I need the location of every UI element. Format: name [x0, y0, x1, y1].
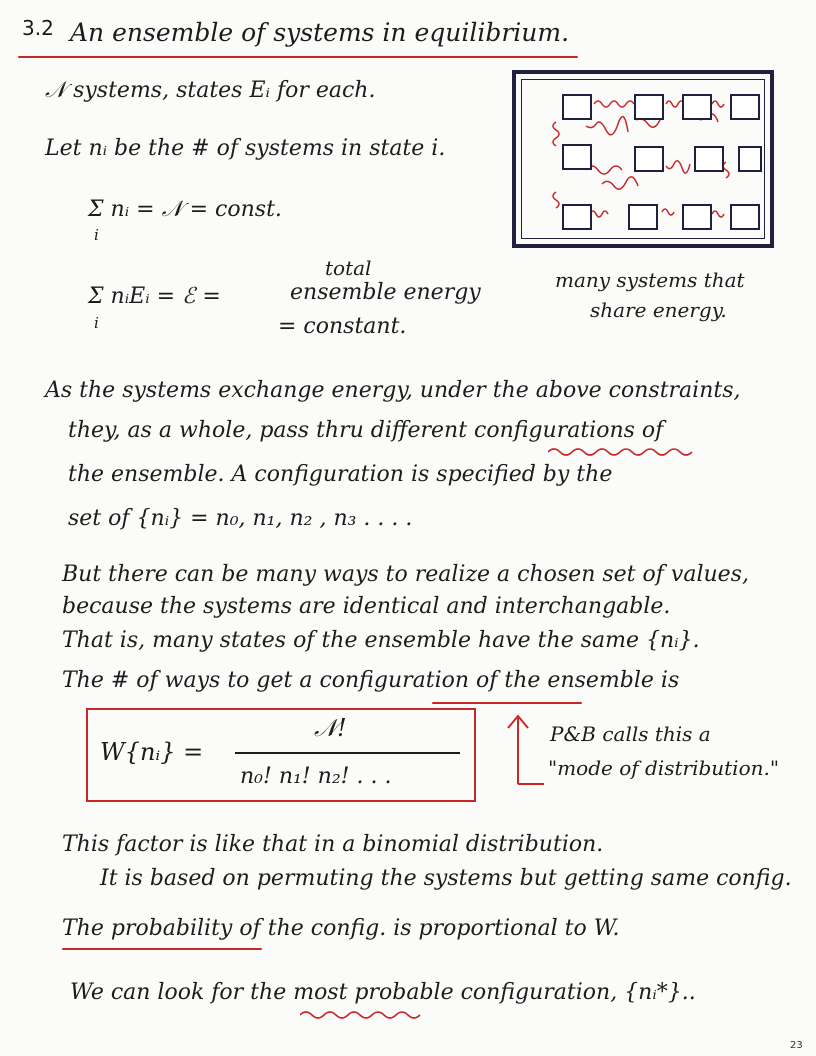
system-box [694, 146, 724, 172]
system-box [562, 94, 592, 120]
equation-constant: = constant. [278, 314, 407, 339]
section-title: An ensemble of systems in equilibrium. [70, 18, 570, 47]
system-box [738, 146, 762, 172]
system-box [628, 204, 658, 230]
probability-underline [62, 948, 262, 950]
formula-lhs: W{nᵢ} = [100, 738, 204, 766]
system-box [562, 204, 592, 230]
intro-line-2: Let nᵢ be the # of systems in state i. [45, 136, 446, 161]
paragraph-1-line-1: As the systems exchange energy, under the above constraints, [45, 378, 741, 403]
paragraph-3-line-1: This factor is like that in a binomial distribution. [62, 832, 604, 857]
paragraph-2-line-1: But there can be many ways to realize a chosen set of values, [62, 562, 749, 587]
formula-denominator: n₀! n₁! n₂! . . . [240, 764, 392, 789]
configurations-underline [548, 447, 698, 457]
equation-sum-energy-index: i [94, 314, 99, 332]
formula-fraction-bar [235, 752, 460, 754]
system-box [562, 144, 592, 170]
paragraph-3-line-2: It is based on permuting the systems but getting same config. [100, 866, 792, 891]
equation-sum-n-index: i [94, 226, 99, 244]
formula-numerator: 𝒩! [314, 714, 347, 742]
system-box [634, 94, 664, 120]
page-number: 23 [790, 1040, 803, 1051]
paragraph-1-line-4: set of {nᵢ} = n₀, n₁, n₂ , n₃ . . . . [68, 506, 413, 531]
figure-caption-line-2: share energy. [590, 298, 727, 322]
configuration-underline [432, 702, 582, 704]
equation-sum-n: Σ nᵢ = 𝒩 = const. [88, 197, 282, 222]
equation-sum-energy: Σ nᵢEᵢ = ℰ = [88, 284, 221, 309]
system-box [682, 94, 712, 120]
paragraph-2-line-4: The # of ways to get a configuration of the ensemble is [62, 668, 680, 693]
section-number: 3.2 [22, 16, 54, 40]
ensemble-figure [512, 70, 774, 248]
equation-total-label: total [325, 256, 372, 280]
title-underline [18, 56, 578, 58]
intro-line-1: 𝒩 systems, states Eᵢ for each. [45, 78, 376, 103]
system-box [682, 204, 712, 230]
paragraph-3-line-4: We can look for the most probable configuration, {nᵢ*}.. [70, 980, 696, 1005]
note-line-2: "mode of distribution." [548, 756, 780, 780]
paragraph-3-line-3: The probability of the config. is proportional to W. [62, 916, 620, 941]
system-box [730, 94, 760, 120]
paragraph-1-line-3: the ensemble. A configuration is specified by the [68, 462, 613, 487]
equation-ensemble-energy: ensemble energy [290, 280, 481, 305]
paragraph-2-line-2: because the systems are identical and interchangable. [62, 594, 671, 619]
system-box [730, 204, 760, 230]
paragraph-2-line-3: That is, many states of the ensemble have the same {nᵢ}. [62, 628, 700, 653]
system-box [634, 146, 664, 172]
note-line-1: P&B calls this a [550, 722, 711, 746]
figure-caption-line-1: many systems that [555, 268, 745, 292]
most-probable-underline [300, 1010, 450, 1020]
paragraph-1-line-2: they, as a whole, pass thru different configurations of [68, 418, 664, 443]
